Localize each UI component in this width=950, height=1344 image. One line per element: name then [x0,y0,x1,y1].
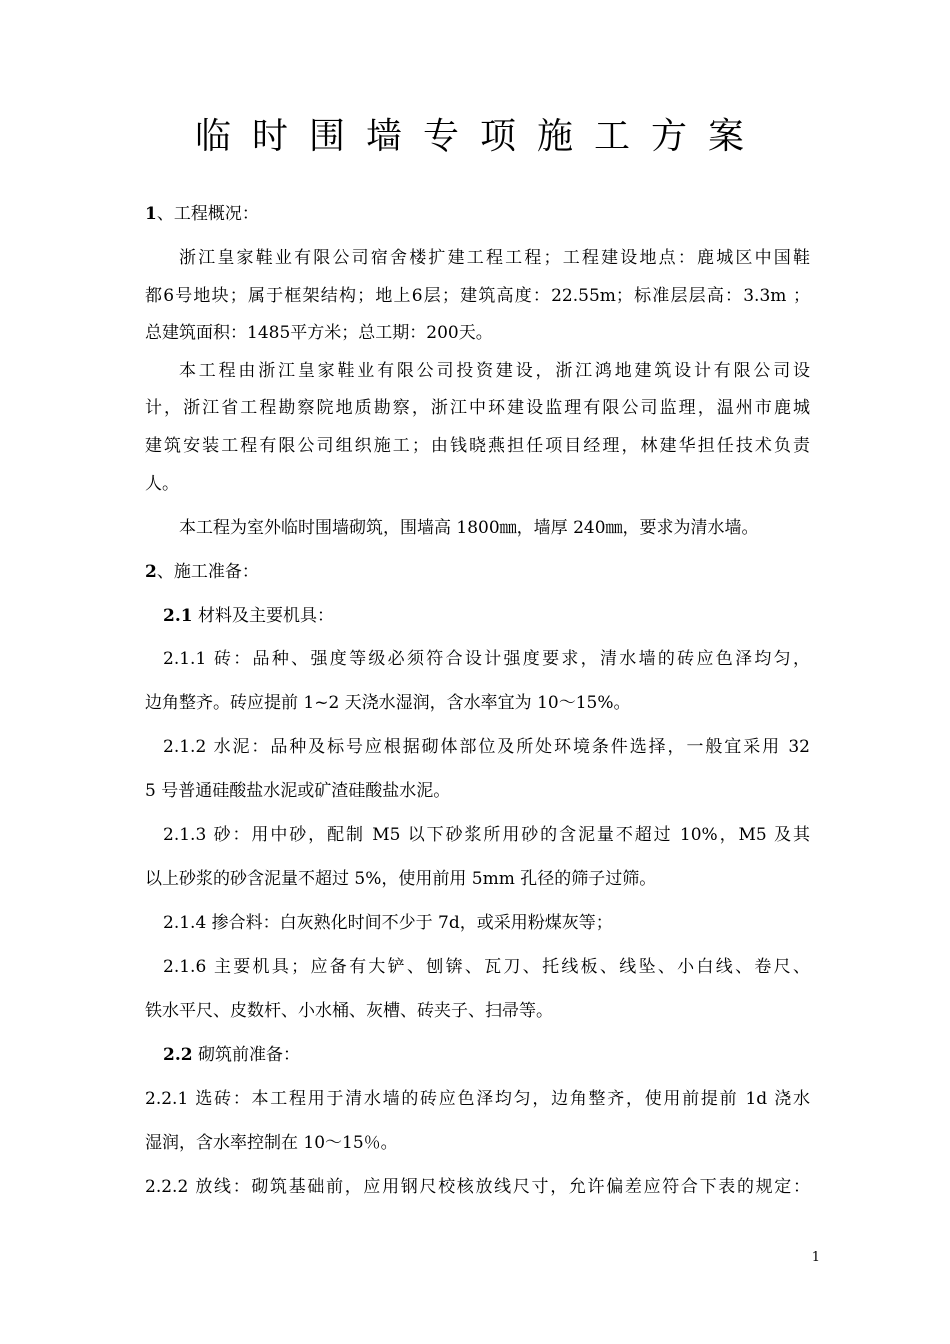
overview-paragraph-line: 都6号地块；属于框架结构；地上6层；建筑高度：22.55m；标准层层高：3.3m ； [145,285,810,306]
item-2-1-3-line: 以上砂浆的砂含泥量不超过 5%，使用前用 5mm 孔径的筛子过筛。 [145,869,657,890]
parties-paragraph-line: 本工程由浙江皇家鞋业有限公司投资建设，浙江鸿地建筑设计有限公司设 [179,360,810,381]
section-heading-2: 2、施工准备： [145,561,259,582]
parties-paragraph-line: 计，浙江省工程勘察院地质勘察，浙江中环建设监理有限公司监理，温州市鹿城 [145,398,810,419]
overview-paragraph-line: 总建筑面积：1485平方米；总工期：200天。 [145,323,493,344]
section-heading-1: 1、工程概况： [145,204,259,224]
wall-spec-paragraph: 本工程为室外临时围墙砌筑，围墙高 1800㎜，墙厚 240㎜，要求为清水墙。 [179,517,759,538]
item-2-1-3-line: 2.1.3 砂：用中砂，配制 M5 以下砂浆所用砂的含泥量不超过 10%，M5 及其 [163,825,810,846]
item-2-1-2-line: 5 号普通硅酸盐水泥或矿渣硅酸盐水泥。 [145,781,451,802]
item-2-2-1-line: 湿润，含水率控制在 10～15％。 [145,1133,398,1154]
subsection-heading-2-2: 2.2 砌筑前准备： [163,1045,300,1066]
parties-paragraph-line: 人。 [145,473,179,494]
subsection-heading-2-1: 2.1 材料及主要机具： [163,605,334,626]
item-2-1-1-line: 边角整齐。砖应提前 1~2 天浇水湿润，含水率宜为 10～15%。 [145,693,631,714]
document-title: 临时围墙专项施工方案 [194,116,765,157]
item-2-2-2-line: 2.2.2 放线：砌筑基础前，应用钢尺校核放线尺寸，允许偏差应符合下表的规定： [145,1177,810,1198]
item-2-1-6-line: 2.1.6 主要机具；应备有大铲、刨锛、瓦刀、托线板、线坠、小白线、卷尺、 [163,957,810,978]
item-2-1-4-line: 2.1.4 掺合料：白灰熟化时间不少于 7d，或采用粉煤灰等； [163,913,613,934]
item-2-1-6-line: 铁水平尺、皮数杆、小水桶、灰槽、砖夹子、扫帚等。 [145,1001,553,1022]
overview-paragraph-line: 浙江皇家鞋业有限公司宿舍楼扩建工程工程；工程建设地点：鹿城区中国鞋 [179,247,810,268]
page-number: 1 [811,1250,820,1265]
item-2-1-2-line: 2.1.2 水泥：品种及标号应根据砌体部位及所处环境条件选择，一般宜采用 32 [163,737,810,758]
document-body [145,196,810,1207]
item-2-2-1-line: 2.2.1 选砖：本工程用于清水墙的砖应色泽均匀，边角整齐，使用前提前 1d 浇水 [145,1089,810,1110]
parties-paragraph-line: 建筑安装工程有限公司组织施工；由钱晓燕担任项目经理，林建华担任技术负责 [145,435,810,456]
item-2-1-1-line: 2.1.1 砖：品种、强度等级必须符合设计强度要求，清水墙的砖应色泽均匀， [163,649,810,670]
